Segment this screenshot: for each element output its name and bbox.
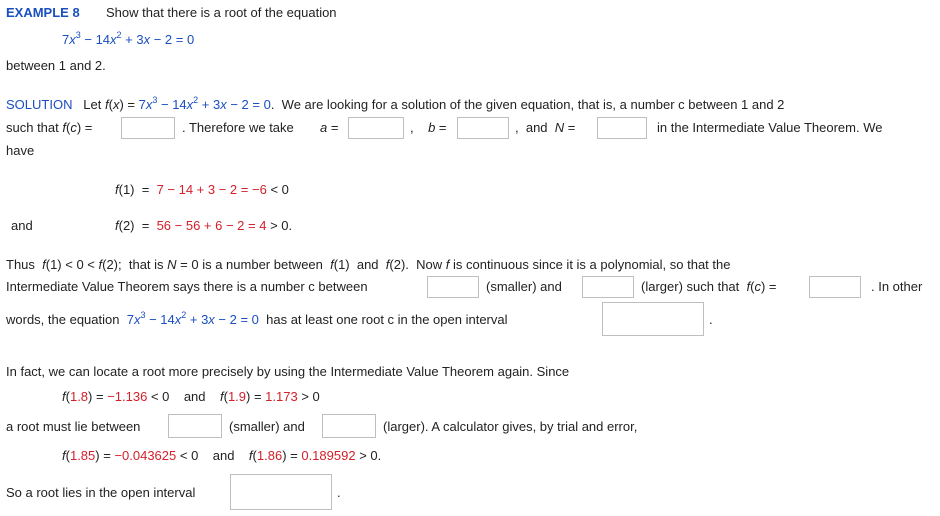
fc-input[interactable] <box>121 117 175 139</box>
period-1: . <box>709 312 713 327</box>
a-input[interactable] <box>348 117 404 139</box>
r-small-input[interactable] <box>168 414 222 438</box>
take-text: . Therefore we take <box>182 120 294 135</box>
interval-input-2[interactable] <box>230 474 332 510</box>
interval-input-1[interactable] <box>602 302 704 336</box>
equation: $7x^3 - 14x^2 + 3x - 2 = 0$ <box>62 29 195 47</box>
c-fc-input[interactable] <box>809 276 861 298</box>
solution-line1-end: We are looking for a solution of the given equation, that is, a number c between 1 and 2 <box>281 97 785 112</box>
f1-line: f(1) = 7 − 14 + 3 − 2 = −6 < 0 <box>115 182 289 197</box>
r-large-input[interactable] <box>322 414 376 438</box>
b-input[interactable] <box>457 117 509 139</box>
c-small-input[interactable] <box>427 276 479 298</box>
example-label: EXAMPLE 8 <box>6 5 80 20</box>
and-text: and <box>11 218 33 233</box>
larger-text: (larger) such that f(c) = <box>641 279 777 294</box>
final-text: So a root lies in the open interval <box>6 485 196 500</box>
thus-line-1: Thus f(1) < 0 < f(2); that is N = 0 is a number between f(1) and f(2). Now f is continuous since it is a polynomial, so that the <box>6 257 731 272</box>
b-label: , b = <box>410 120 447 135</box>
ivt-text: in the Intermediate Value Theorem. We <box>657 120 883 135</box>
in-other-text: . In other <box>871 279 923 294</box>
words-line: words, the equation $7x^3 - 14x^2 + 3x - 2 = 0$ has at least one root c in the open interval <box>6 309 508 327</box>
larger-calc-text: (larger). A calculator gives, by trial and error, <box>383 419 638 434</box>
such-that-text: such that f(c) = <box>6 120 93 135</box>
f18-line: f(1.8) = −1.136 < 0 and f(1.9) = 1.173 > 0 <box>62 389 320 404</box>
fact-line: In fact, we can locate a root more precisely by using the Intermediate Value Theorem again. Since <box>6 364 570 379</box>
r-smaller-text: (smaller) and <box>229 419 305 434</box>
f185-line: f(1.85) = −0.043625 < 0 and f(1.86) = 0.189592 > 0. <box>62 448 382 463</box>
root-between-text: a root must lie between <box>6 419 141 434</box>
period-2: . <box>337 485 341 500</box>
f2-line: f(2) = 56 − 56 + 6 − 2 = 4 > 0. <box>115 218 293 233</box>
smaller-text: (smaller) and <box>486 279 562 294</box>
solution-line-1: SOLUTION Let $f(x) = 7x^3 - 14x^2 + 3x - 2 = 0$. We are looking for a solution of the given equation, that is, a number c between 1 and 2 <box>6 94 785 112</box>
thus-line-2: Intermediate Value Theorem says there is a number c between <box>6 279 368 294</box>
n-input[interactable] <box>597 117 647 139</box>
c-large-input[interactable] <box>582 276 634 298</box>
a-label: a = <box>320 120 339 135</box>
example-prompt: Show that there is a root of the equation <box>106 5 337 20</box>
n-label: , and N = <box>515 120 576 135</box>
between-text: between 1 and 2. <box>6 58 106 73</box>
solution-label: SOLUTION <box>6 97 73 112</box>
have-text: have <box>6 143 35 158</box>
